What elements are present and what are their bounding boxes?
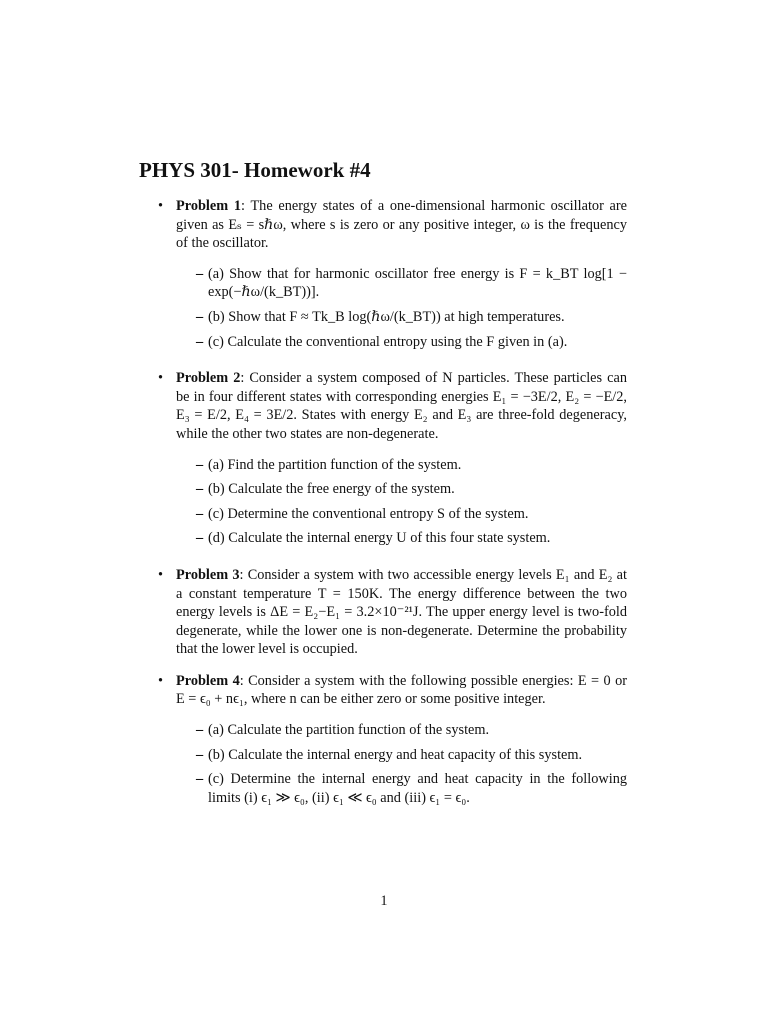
problem-2-part-b	[208, 480, 627, 499]
problem-2	[160, 369, 627, 548]
problem-4-part-a	[208, 721, 627, 740]
problem-2-parts	[208, 456, 627, 548]
problem-2-part-d	[208, 529, 627, 548]
problem-1-text: : The energy states of a one-dimensional harmonic oscillator are given as Eₛ = sℏω, where s is zero or any positive integer, ω is the frequency of the oscillator.	[176, 198, 627, 252]
problem-2-part-b-text: (b) Calculate the free energy of the system.	[208, 481, 455, 498]
problem-3-statement	[160, 566, 627, 659]
problem-4-part-b	[208, 746, 627, 765]
problem-1-part-c	[208, 333, 627, 352]
problem-2-part-d-text: (d) Calculate the internal energy U of this four state system.	[208, 530, 551, 547]
problem-1-parts	[208, 265, 627, 351]
problem-1-part-b	[208, 308, 627, 327]
page-number: 1	[380, 893, 388, 909]
problem-4-part-c-text: (c) Determine the internal energy and heat capacity in the following limits (i) ϵ₁ ≫ ϵ₀, (ii) ϵ₁ ≪ ϵ₀ and (iii) ϵ₁ = ϵ₀.	[208, 771, 627, 806]
problem-4-part-a-text: (a) Calculate the partition function of the system.	[208, 722, 490, 739]
problem-list	[160, 197, 627, 807]
problem-2-part-c-text: (c) Determine the conventional entropy S of the system.	[208, 505, 529, 522]
problem-1-label: Problem 1	[176, 198, 242, 214]
problem-1-part-a	[208, 265, 627, 302]
problem-4-statement	[160, 672, 627, 709]
problem-4	[160, 672, 627, 808]
problem-2-part-c	[208, 505, 627, 524]
problem-4-parts	[208, 721, 627, 807]
problem-4-text: : Consider a system with the following possible energies: E = 0 or E = ϵ₀ + nϵ₁, where n can be either zero or some positive integer.	[176, 672, 627, 708]
problem-4-part-b-text: (b) Calculate the internal energy and heat capacity of this system.	[208, 746, 583, 763]
problem-1-statement	[160, 197, 627, 253]
problem-1-part-c-text: (c) Calculate the conventional entropy using the F given in (a).	[208, 333, 568, 350]
problem-3-text: : Consider a system with two accessible energy levels E₁ and E₂ at a constant temperature T = 150K. The energy difference between the two energy levels is ΔE = E₂−E₁ = 3.2×10⁻²¹J. The upper energy level is two-fold degenerate, while the lower one is non-degenerate. Determine the probability that the lower level is occupied.	[176, 566, 627, 658]
problem-4-part-c	[208, 770, 627, 807]
problem-2-statement	[160, 369, 627, 443]
problem-1	[160, 197, 627, 351]
problem-4-label: Problem 4	[176, 672, 240, 689]
problem-3	[160, 566, 627, 659]
page-title: PHYS 301- Homework #4	[139, 158, 371, 182]
problem-2-part-a-text: (a) Find the partition function of the system.	[208, 456, 462, 473]
problem-1-part-a-text: (a) Show that for harmonic oscillator free energy is F = k_BT log[1 − exp(−ℏω/(k_BT))].	[208, 265, 627, 301]
problem-3-label: Problem 3	[176, 566, 240, 583]
problem-2-part-a	[208, 456, 627, 475]
problem-2-text: : Consider a system composed of N particles. These particles can be in four different states with corresponding energies E₁ = −3E/2, E₂ = −E/2, E₃ = E/2, E₄ = 3E/2. States with energy E₂ and E₃ are three-fold degeneracy, while the other two states are non-degenerate.	[176, 370, 627, 442]
problem-1-part-b-text: (b) Show that F ≈ Tk_B log(ℏω/(k_BT)) at high temperatures.	[208, 308, 565, 325]
problem-2-label: Problem 2	[176, 370, 241, 387]
